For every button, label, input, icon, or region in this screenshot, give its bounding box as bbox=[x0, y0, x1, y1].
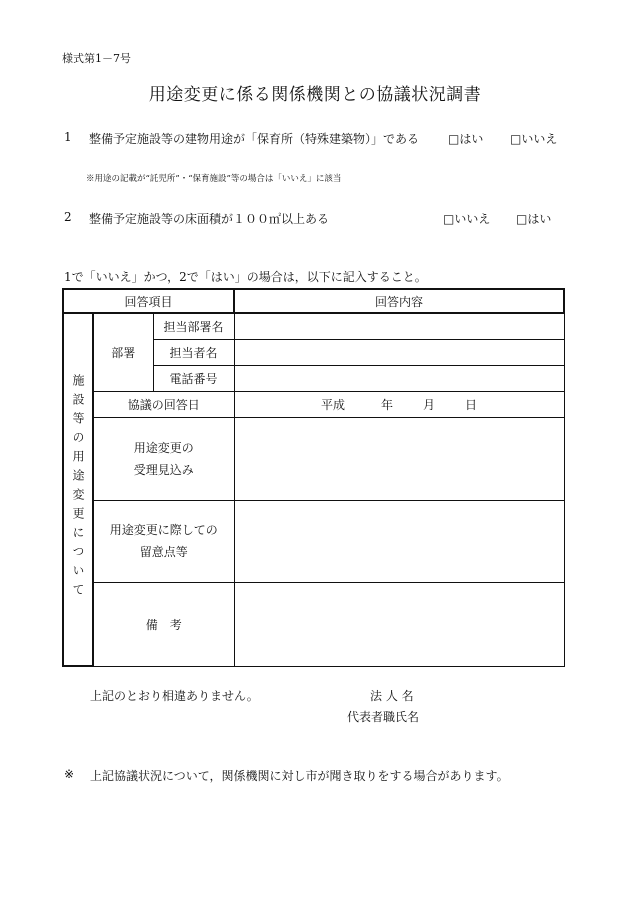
consultation-table bbox=[62, 288, 565, 667]
instruction: 1で「いいえ」かつ，2で「はい」の場合は，以下に記入すること。 bbox=[64, 270, 427, 284]
acceptance-label-line: 用途変更の bbox=[133, 440, 194, 455]
representative-name-label: 代表者職氏名 bbox=[347, 710, 420, 724]
notice-asterisk: ※ bbox=[64, 767, 75, 781]
notes-label-line: 留意点等 bbox=[139, 545, 188, 559]
form-number: 様式第1－7号 bbox=[62, 52, 131, 65]
dept-row-label: 担当者名 bbox=[153, 339, 234, 365]
statement: 上記のとおり相違ありません。 bbox=[90, 689, 259, 703]
header-answer-item: 回答項目 bbox=[63, 289, 234, 313]
date-month: 月 bbox=[423, 397, 436, 412]
notes-field[interactable] bbox=[234, 500, 564, 582]
reply-date-field[interactable] bbox=[234, 391, 564, 417]
dept-row-label: 電話番号 bbox=[153, 365, 234, 391]
dept-label: 部署 bbox=[93, 313, 153, 391]
document-title: 用途変更に係る関係機関との協議状況調書 bbox=[148, 85, 482, 105]
q1-text: 整備予定施設等の建物用途が「保育所（特殊建築物）」である bbox=[89, 132, 420, 146]
q1-number: 1 bbox=[64, 130, 72, 144]
q2-text: 整備予定施設等の床面積が１００㎡以上ある bbox=[89, 212, 330, 226]
q1-option-yes[interactable]: □はい bbox=[448, 132, 484, 146]
q2-number: 2 bbox=[64, 210, 72, 224]
notes-label-line: 用途変更に際しての bbox=[109, 523, 218, 537]
q1-note: ※用途の記載が“託児所”・“保育施設”等の場合は「いいえ」に該当 bbox=[86, 174, 342, 184]
person-name-field[interactable] bbox=[234, 339, 564, 365]
side-label-cell bbox=[63, 313, 93, 666]
remarks-field[interactable] bbox=[234, 582, 564, 666]
date-year: 年 bbox=[380, 397, 393, 412]
side-label: 施設等の用途変更について bbox=[71, 374, 85, 602]
q2-option-yes[interactable]: □はい bbox=[516, 212, 552, 226]
acceptance-field[interactable] bbox=[234, 417, 564, 500]
phone-field[interactable] bbox=[234, 365, 564, 391]
dept-row-label: 担当部署名 bbox=[153, 313, 234, 339]
acceptance-label bbox=[93, 417, 234, 500]
notice: 上記協議状況について，関係機関に対し市が聞き取りをする場合があります。 bbox=[90, 769, 509, 783]
acceptance-label-line: 受理見込み bbox=[133, 462, 194, 477]
reply-date-label: 協議の回答日 bbox=[93, 391, 234, 417]
remarks-label: 備 考 bbox=[93, 582, 234, 666]
date-era: 平成 bbox=[320, 397, 345, 412]
dept-name-field[interactable] bbox=[234, 313, 564, 339]
notes-label bbox=[93, 500, 234, 582]
header-answer-content: 回答内容 bbox=[234, 289, 564, 313]
q2-option-no[interactable]: □いいえ bbox=[443, 212, 491, 226]
date-day: 日 bbox=[465, 397, 478, 412]
q1-option-no[interactable]: □いいえ bbox=[510, 132, 558, 146]
corporation-name-label: 法 人 名 bbox=[370, 689, 414, 703]
